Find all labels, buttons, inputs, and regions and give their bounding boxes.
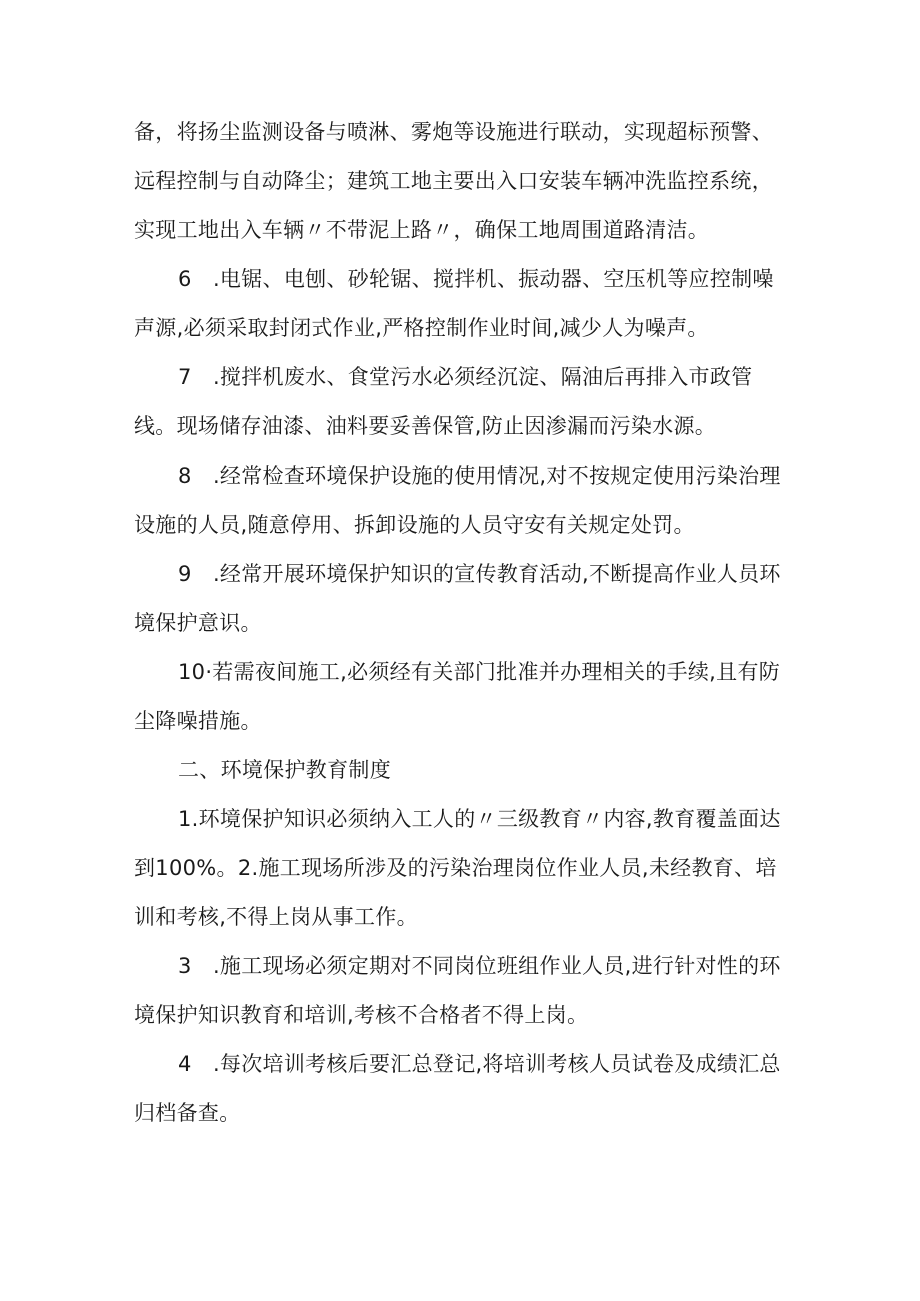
paragraph-dust-control-continued: 备，将扬尘监测设备与喷淋、雾炮等设施进行联动，实现超标预警、远程控制与自动降尘；建筑工地主要出入口安装车辆冲洗监控系统，实现工地出入车辆〃不带泥上路〃，确保工地周围道路清洁。 (134, 120, 773, 242)
paragraph-education-item-4: 4 .每次培训考核后要汇总登记,将培训考核人员试卷及成绩汇总归档备查。 (134, 1052, 781, 1125)
paragraph-education-items-1-2: 1.环境保护知识必须纳入工人的〃三级教育〃内容,教育覆盖面达到100%。2.施工现场所涉及的污染治理岗位作业人员,未经教育、培训和考核,不得上岗从事工作。 (134, 807, 781, 929)
paragraph-item-10: 10·若需夜间施工,必须经有关部门批准并办理相关的手续,且有防尘降噪措施。 (134, 660, 781, 733)
paragraph-item-8: 8 .经常检查环境保护设施的使用情况,对不按规定使用污染治理设施的人员,随意停用、拆卸设施的人员守安有关规定处罚。 (134, 464, 781, 537)
paragraph-education-item-3: 3 .施工现场必须定期对不同岗位班组作业人员,进行针对性的环境保护知识教育和培训,考核不合格者不得上岗。 (134, 954, 781, 1027)
paragraph-item-6: 6 .电锯、电刨、砂轮锯、搅拌机、振动器、空压机等应控制噪声源,必须采取封闭式作业,严格控制作业时间,减少人为噪声。 (134, 267, 774, 340)
section-heading-education: 二、环境保护教育制度 (178, 758, 391, 782)
paragraph-item-7: 7 .搅拌机废水、食堂污水必须经沉淀、隔油后再排入市政管线。现场储存油漆、油料要妥善保管,防止因渗漏而污染水源。 (134, 365, 753, 438)
paragraph-item-9: 9 .经常开展环境保护知识的宣传教育活动,不断提高作业人员环境保护意识。 (134, 562, 781, 635)
